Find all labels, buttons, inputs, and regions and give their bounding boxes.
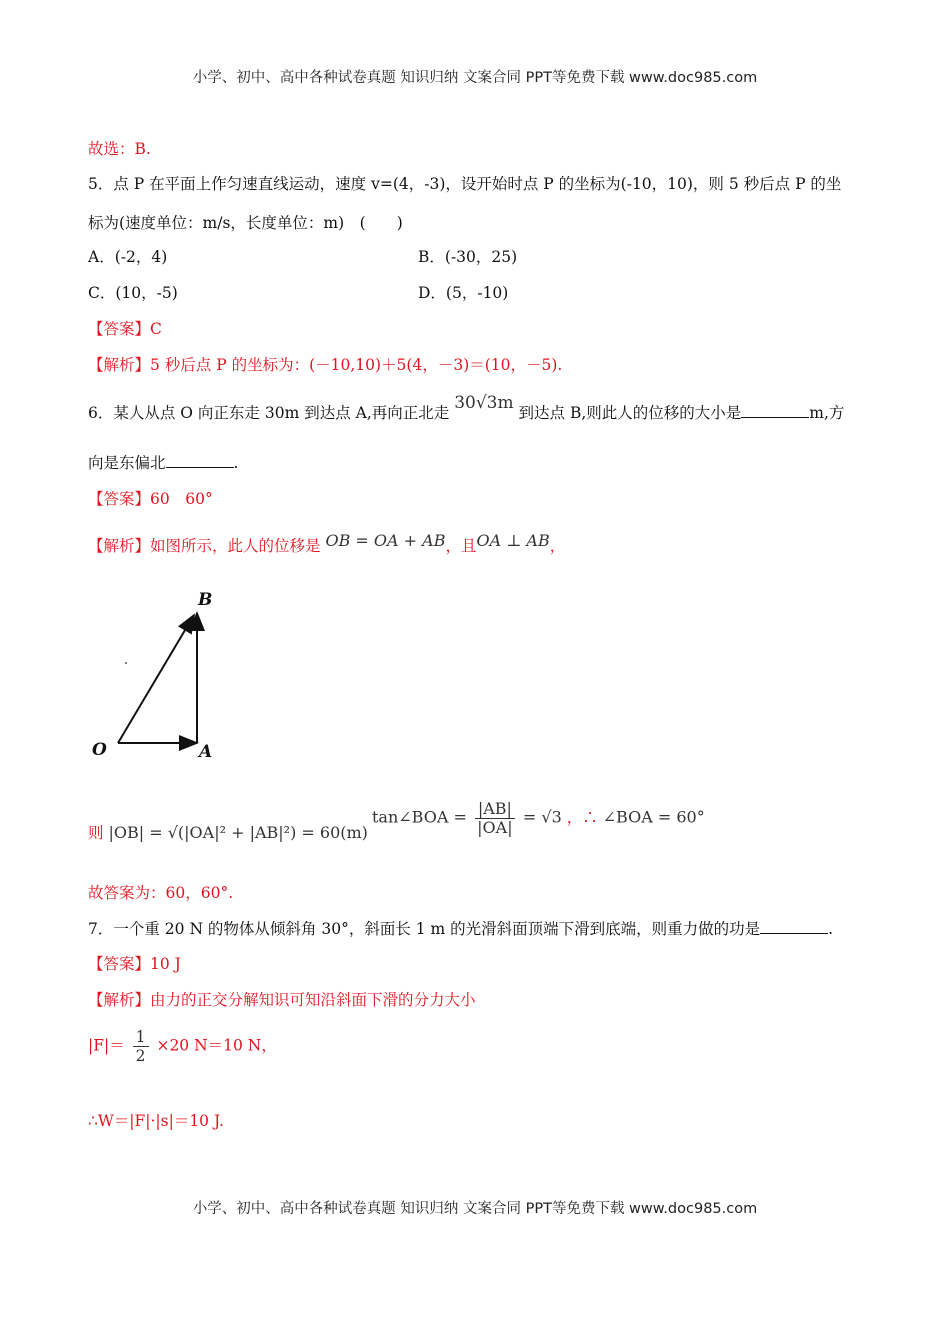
vector-ob [118,615,194,743]
q6-answer [88,488,213,510]
q5-option-a: A．(-2，4) [88,248,168,266]
tan-fraction [475,800,515,837]
tan-prefix: tan∠BOA = [372,807,467,827]
q6-calculation [88,822,368,844]
q6-stem-line2 [88,452,238,474]
q7-stem-text: 7．一个重 20 N 的物体从倾斜角 30°，斜面长 1 m 的光滑斜面顶端下滑到底端，则重力做的功是 [88,920,761,938]
label-b: B [198,590,213,610]
q6-analysis [88,531,566,557]
answer-tag: 【答案】 [88,320,151,338]
analysis-text: 由力的正交分解知识可知沿斜面下滑的分力大小 [150,991,476,1009]
answer-tag: 【答案】 [88,490,151,508]
answer-value: 60 60° [150,490,213,508]
half-denominator: 2 [135,1047,146,1065]
therefore-symbol: ，∴ [566,808,598,827]
q5-stem-line1: 5．点 P 在平面上作匀速直线运动，速度 v=(4，-3)，设开始时点 P 的坐标为(-10，10)，则 5 秒后点 P 的坐 [88,175,842,193]
angle-result: ∠BOA = 60° [602,807,705,827]
q6-final-answer: 故答案为：60，60°. [88,884,234,902]
analysis-text: 5 秒后点 P 的坐标为：(－10,10)＋5(4，－3)＝(10，－5). [150,356,563,374]
and-text: ，且 [445,537,477,555]
q7-force-equation [88,1028,277,1065]
analysis-tag: 【解析】 [88,991,151,1009]
perpendicular-equation: OA ⊥ AB [476,531,550,550]
q5-stem-line2: 标为(速度单位：m/s，长度单位：m) ( ) [88,214,403,232]
page-footer: 小学、初中、高中各种试卷真题 知识归纳 文案合同 PPT等免费下载 www.doc985.com [192,1201,758,1217]
answer-value: 10 J [150,955,181,973]
q6-stem-line1 [88,393,845,424]
analysis-tag: 【解析】 [88,356,151,374]
comma: ， [549,537,566,555]
q5-answer [88,318,162,340]
answer-value: C [150,320,162,338]
q5-option-d: D．(5，-10) [418,284,509,302]
tan-numerator: |AB| [475,800,515,819]
analysis-text: 如图所示，此人的位移是 [150,537,321,555]
analysis-tag: 【解析】 [88,537,151,555]
q6-stem-part2: 到达点 B,则此人的位移的大小是 [518,404,742,422]
q7-blank [760,919,828,934]
half-numerator: 1 [133,1028,149,1047]
q6-stem-part4: 向是东偏北 [88,454,166,472]
q6-distance: 30√3m [454,393,514,413]
label-a: A [199,742,213,762]
page-header: 小学、初中、高中各种试卷真题 知识归纳 文案合同 PPT等免费下载 www.doc985.com [192,70,758,86]
q5-option-b: B．(-30，25) [418,248,518,266]
q7-work: ∴W＝|F|·|s|＝10 J. [88,1112,224,1130]
q4-answer-line: 故选：B. [88,140,151,158]
q6-stem-part1: 6．某人从点 O 向正东走 30m 到达点 A,再向正北走 [88,404,450,422]
displacement-figure [88,585,228,765]
q7-stem-end: . [828,920,834,938]
tan-result: = √3 [522,807,562,827]
q5-option-c: C．(10，-5) [88,284,178,302]
q6-stem-part5: . [233,454,239,472]
q7-answer [88,953,181,975]
q7-analysis [88,989,476,1011]
q5-analysis [88,354,562,376]
vector-equation: OB = OA + AB [325,531,446,550]
force-prefix: |F|＝ [88,1036,125,1055]
tan-equation [372,800,705,837]
half-fraction [133,1028,149,1065]
force-suffix: ×20 N＝10 N， [156,1036,277,1055]
q6-stem-part3: m,方 [809,404,845,422]
q6-blank-2 [166,453,234,468]
stray-mark [125,662,127,664]
magnitude-equation: |OB| = √(|OA|² + |AB|²) = 60(m) [108,823,368,842]
label-o: O [92,740,107,760]
answer-tag: 【答案】 [88,955,151,973]
q7-stem [88,918,833,940]
then-text: 则 [88,824,104,842]
tan-denominator: |OA| [477,818,513,837]
q6-blank-1 [741,403,809,418]
